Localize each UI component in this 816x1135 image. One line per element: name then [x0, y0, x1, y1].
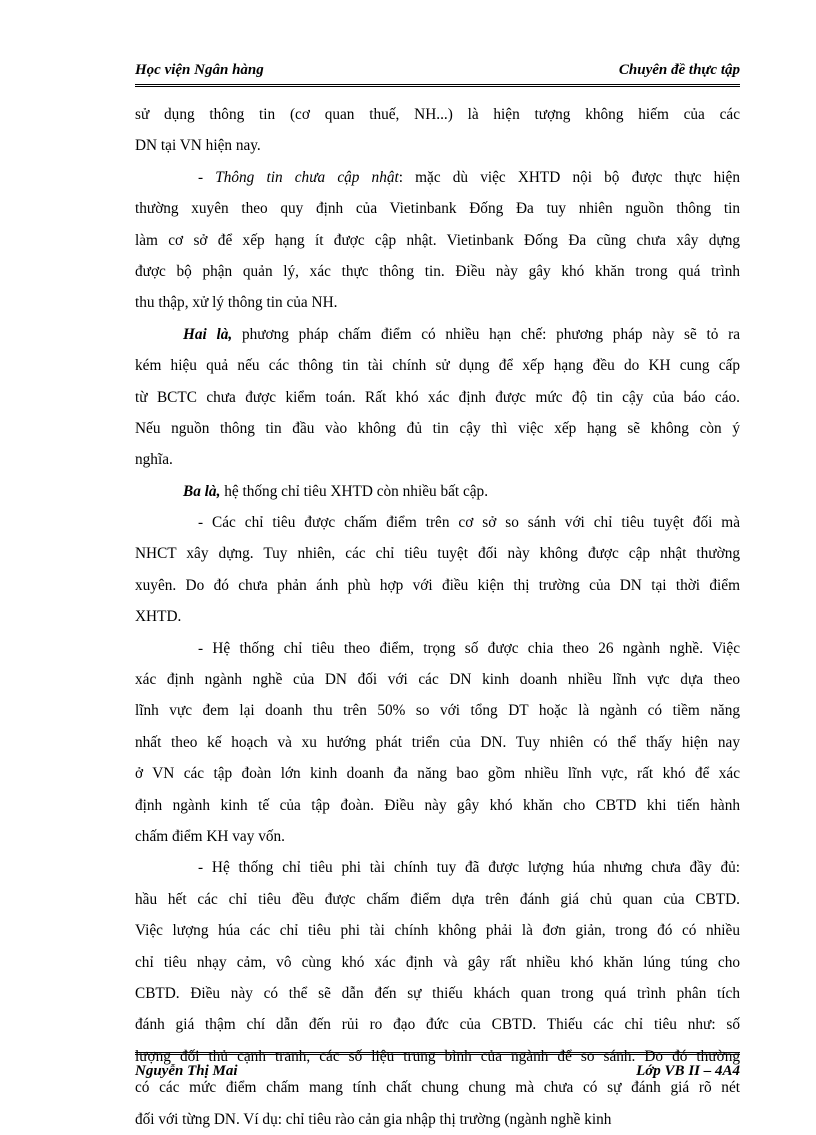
text-line: thu thập, xử lý thông tin của NH.: [135, 294, 338, 312]
text-run: : mặc dù việc XHTD nội bộ được thực hiện: [398, 168, 740, 186]
text-line: CBTD. Điều này có thể sẽ dẫn đến sự thiếu khách quan trong quá trình phân tích: [135, 984, 740, 1002]
text-line: DN tại VN hiện nay.: [135, 137, 261, 155]
document-body: [135, 99, 740, 1135]
footer-author: Nguyễn Thị Mai: [135, 1063, 238, 1079]
text-line: [135, 476, 740, 507]
text-line: [135, 319, 740, 350]
text-line: - Hệ thống chỉ tiêu theo điểm, trọng số được chia theo 26 ngành nghề. Việc: [198, 639, 740, 657]
text-line: làm cơ sở để xếp hạng ít được cập nhật. Vietinbank Đống Đa cũng chưa xây dựng: [135, 231, 740, 249]
text-line: - Các chỉ tiêu được chấm điểm trên cơ sở so sánh với chỉ tiêu tuyệt đối mà: [198, 514, 740, 532]
header-institution: Học viện Ngân hàng: [135, 62, 264, 78]
text-run: hệ thống chỉ tiêu XHTD còn nhiều bất cập.: [220, 482, 489, 500]
text-line: Nếu nguồn thông tin đầu vào không đủ tin cậy thì việc xếp hạng sẽ không còn ý: [135, 419, 740, 437]
text-line: xuyên. Do đó chưa phản ánh phù hợp với điều kiện thị trường của DN tại thời điểm: [135, 576, 740, 594]
text-line: định ngành kinh tế của tập đoàn. Điều này gây khó khăn cho CBTD khi tiến hành: [135, 796, 740, 814]
text-line: lượng đối thủ cạnh tranh, các số liệu trung bình của ngành để so sánh. Do đó thường: [135, 1047, 740, 1065]
text-line: từ BCTC chưa được kiểm toán. Rất khó xác định được mức độ tin cậy của báo cáo.: [135, 388, 740, 406]
text-line: XHTD.: [135, 608, 182, 626]
text-line: [135, 162, 740, 193]
text-line: nhất theo kế hoạch và xu hướng phát triển của DN. Tuy nhiên có thể thấy hiện nay: [135, 733, 740, 751]
text-line: hầu hết các chỉ tiêu đều được chấm điểm dựa trên đánh giá chủ quan của CBTD.: [135, 890, 740, 908]
header-document-type: Chuyên đề thực tập: [618, 62, 740, 78]
text-run: phương pháp chấm điểm có nhiều hạn chế: phương pháp này sẽ tỏ ra: [232, 325, 741, 343]
text-line: được bộ phận quản lý, xác thực thông tin. Điều này gây khó khăn trong quá trình: [135, 262, 740, 280]
page-footer: [135, 1052, 740, 1079]
footer-class: Lớp VB II – 4A4: [636, 1063, 740, 1079]
text-line: nghĩa.: [135, 451, 173, 469]
text-line: Việc lượng húa các chỉ tiêu phi tài chính không phải là đơn giản, trong đó có nhiều: [135, 922, 740, 940]
bullet-dash: -: [198, 168, 216, 186]
text-line: thường xuyên theo quy định của Vietinbank Đống Đa tuy nhiên nguồn thông tin: [135, 200, 740, 218]
text-line: lĩnh vực đem lại doanh thu trên 50% so với tổng DT hoặc là ngành có tiềm năng: [135, 702, 740, 720]
text-line: xác định ngành nghề của DN đối với các DN kinh doanh nhiều lĩnh vực dựa theo: [135, 671, 740, 689]
page-header: [135, 62, 740, 87]
text-line: chấm điểm KH vay vốn.: [135, 827, 285, 845]
bold-lead: Ba là,: [183, 482, 221, 500]
text-line: chỉ tiêu nhạy cảm, vô cùng khó xác định và gây rất nhiều khó khăn lúng túng cho: [135, 953, 740, 971]
text-line: ở VN các tập đoàn lớn kinh doanh đa năng bao gồm nhiều lĩnh vực, rất khó để xác: [135, 765, 740, 783]
italic-term: Thông tin chưa cập nhật: [215, 168, 399, 186]
text-line: đối với từng DN. Ví dụ: chỉ tiêu rào cản gia nhập thị trường (ngành nghề kinh: [135, 1110, 612, 1128]
text-line: kém hiệu quả nếu các thông tin tài chính sử dụng để xếp hạng đều do KH cung cấp: [135, 357, 740, 375]
bold-lead: Hai là,: [183, 325, 233, 343]
text-line: - Hệ thống chỉ tiêu phi tài chính tuy đã được lượng húa nhưng chưa đầy đủ:: [198, 859, 740, 877]
text-line: sử dụng thông tin (cơ quan thuế, NH...) là hiện tượng không hiếm của các: [135, 106, 740, 123]
text-line: NHCT xây dựng. Tuy nhiên, các chỉ tiêu tuyệt đối này không được cập nhật thường: [135, 545, 740, 563]
text-line: đánh giá thậm chí dẫn đến rủi ro đạo đức của CBTD. Thiếu các chỉ tiêu như: số: [135, 1016, 740, 1034]
text-line: có các mức điểm chấm mang tính chất chung chung mà chưa có sự đánh giá rõ nét: [135, 1079, 740, 1097]
